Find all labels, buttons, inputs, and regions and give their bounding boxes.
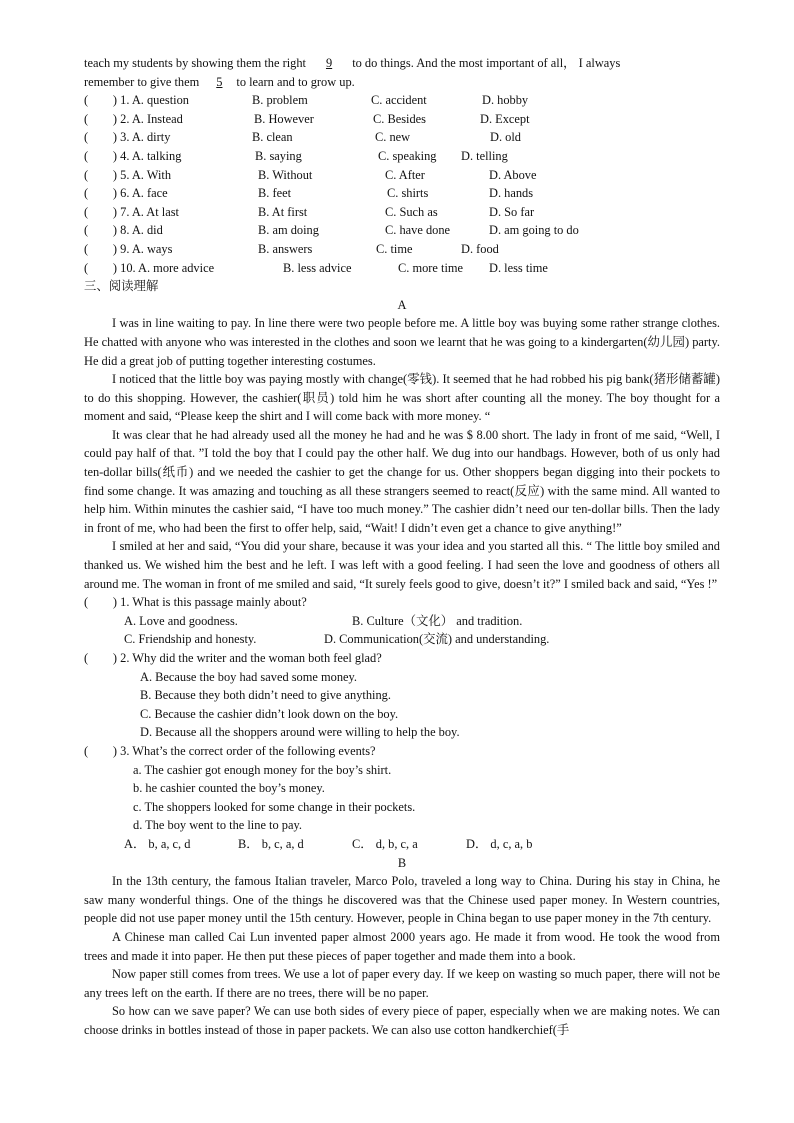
intro-line-1	[84, 54, 720, 73]
question-1-options	[84, 630, 720, 649]
intro-text: remember to give them	[84, 74, 200, 89]
question-3: ( ) 3. What’s the correct order of the following events?	[84, 743, 376, 758]
event-a: a. The cashier got enough money for the boy’s shirt.	[133, 762, 392, 777]
passage-a-title: A	[397, 297, 407, 312]
question-3-options	[84, 835, 720, 854]
passage-a-paragraph: It was clear that he had already used all the money he had and he was $ 8.00 short. The lady in front of me said, “Well, I could pay half of that. ”I told the boy that I could pay the other half. We dug into our handbags. However, both of us only had ten-dollar bills(纸币) and we needed the cashier to get the change for us. Other shoppers began digging into their pockets to find some change. It was amazing and touching as all these strangers seemed to react(反应) with the same mind. All wanted to help him. Within minutes the cashier said, “I have too much money.” The cashier didn’t need our ten-dollar bills. Then the lady in front of me, who had been the first to offer help, said, “Wait! I didn’t even get a chance to give anything!”	[84, 427, 720, 535]
option-b: B. Because they both didn’t need to give anything.	[140, 688, 391, 703]
cloze-row: ( ) 10. A. more advice B. less advice C. more time D. less time	[84, 260, 548, 275]
intro-text: teach my students by showing them the right	[84, 56, 306, 70]
option-d: D. Because all the shoppers around were willing to help the boy.	[140, 725, 460, 740]
passage-b-paragraph: A Chinese man called Cai Lun invented paper almost 2000 years ago. He made it from wood. He took the wood from trees and made it into paper. He then put these pieces of paper together and made them into a book.	[84, 929, 720, 963]
option-d: D. Communication(交流) and understanding.	[324, 632, 550, 647]
intro-text: to do things. And the most important of all， I always	[352, 56, 621, 70]
passage-b-title: B	[397, 855, 407, 870]
cloze-row: ( ) 5. A. With B. Without C. After D. Above	[84, 167, 537, 182]
question-1-options	[84, 612, 720, 631]
cloze-options	[84, 91, 720, 277]
cloze-row: ( ) 3. A. dirty B. clean C. new D. old	[84, 130, 521, 145]
cloze-row: ( ) 2. A. Instead B. However C. Besides D. Except	[84, 111, 530, 126]
intro-line-2	[84, 73, 720, 92]
option-c: C. Because the cashier didn’t look down on the boy.	[140, 706, 399, 721]
document-page	[84, 54, 720, 1039]
option-b: B． b, c, a, d	[238, 836, 304, 851]
event-c: c. The shoppers looked for some change in their pockets.	[133, 799, 416, 814]
event-d: d. The boy went to the line to pay.	[133, 818, 302, 833]
intro-text: to learn and to grow up.	[236, 74, 355, 89]
question-1: ( ) 1. What is this passage mainly about?	[84, 595, 307, 610]
cloze-row: ( ) 1. A. question B. problem C. accident D. hobby	[84, 93, 529, 108]
event-b: b. he cashier counted the boy’s money.	[133, 781, 325, 796]
blank-5: 5	[216, 74, 223, 89]
option-d: D． d, c, a, b	[466, 836, 533, 851]
question-2: ( ) 2. Why did the writer and the woman both feel glad?	[84, 651, 382, 665]
questions-a	[84, 593, 720, 853]
blank-9: 9	[325, 56, 333, 70]
option-a: A. Because the boy had saved some money.	[140, 669, 358, 684]
cloze-row: ( ) 7. A. At last B. At first C. Such as D. So far	[84, 204, 535, 219]
option-c: C. Friendship and honesty.	[124, 632, 257, 647]
cloze-row: ( ) 6. A. face B. feet C. shirts D. hands	[84, 186, 534, 201]
cloze-row: ( ) 9. A. ways B. answers C. time D. food	[84, 241, 499, 256]
option-a: A. Love and goodness.	[124, 613, 238, 628]
passage-a-paragraph: I smiled at her and said, “You did your share, because it was your idea and you started all this. “ The little boy smiled and thanked us. We wished him the best and he left. I was left with a good feeling. I had seen the love and goodness of others all around me. The woman in front of me smiled and said, “It surely feels good to give, doesn’t it?” I smiled back and said, “Yes !”	[84, 539, 720, 591]
passage-a-paragraph: I noticed that the little boy was paying mostly with change(零钱). It seemed that he had robbed his pig bank(猪形储蓄罐) to do this shopping. However, the cashier(职员) told him he was short after counting all the money. The boy thought for a moment and said, “Please keep the shirt and I will come back with more money. “	[84, 372, 720, 424]
cloze-row: ( ) 4. A. talking B. saying C. speaking D. telling	[84, 148, 508, 163]
passage-a-paragraph: I was in line waiting to pay. In line there were two people before me. A little boy was buying some rather strange clothes. He chatted with anyone who was interested in the clothes and soon we learnt that he was going to a kindergarten(幼儿园) party. He did a great job of putting together interesting costumes.	[84, 316, 720, 368]
option-a: A． b, a, c, d	[124, 836, 191, 851]
option-b: B. Culture（文化） and tradition.	[352, 613, 523, 628]
passage-b-paragraph: In the 13th century, the famous Italian traveler, Marco Polo, traveled a long way to China. During his stay in China, he saw many wonderful things. One of the things he discovered was that the Chinese used paper money. In Western countries, people did not use paper money until the 15th century. However, people in China began to use paper money in the 7th century.	[84, 874, 720, 926]
section-heading: 三、阅读理解	[84, 278, 159, 294]
passage-b-paragraph: So how can we save paper? We can use both sides of every piece of paper, especially when we are making notes. We can choose drinks in bottles instead of those in paper packets. We can also use cotton handkerchief(手	[84, 1004, 720, 1037]
passage-b-paragraph: Now paper still comes from trees. We use a lot of paper every day. If we keep on wasting so much paper, there will not be any trees left on the earth. If there are no trees, there will be no paper.	[84, 967, 720, 1000]
cloze-row: ( ) 8. A. did B. am doing C. have done D. am going to do	[84, 223, 579, 238]
option-c: C． d, b, c, a	[352, 836, 418, 851]
